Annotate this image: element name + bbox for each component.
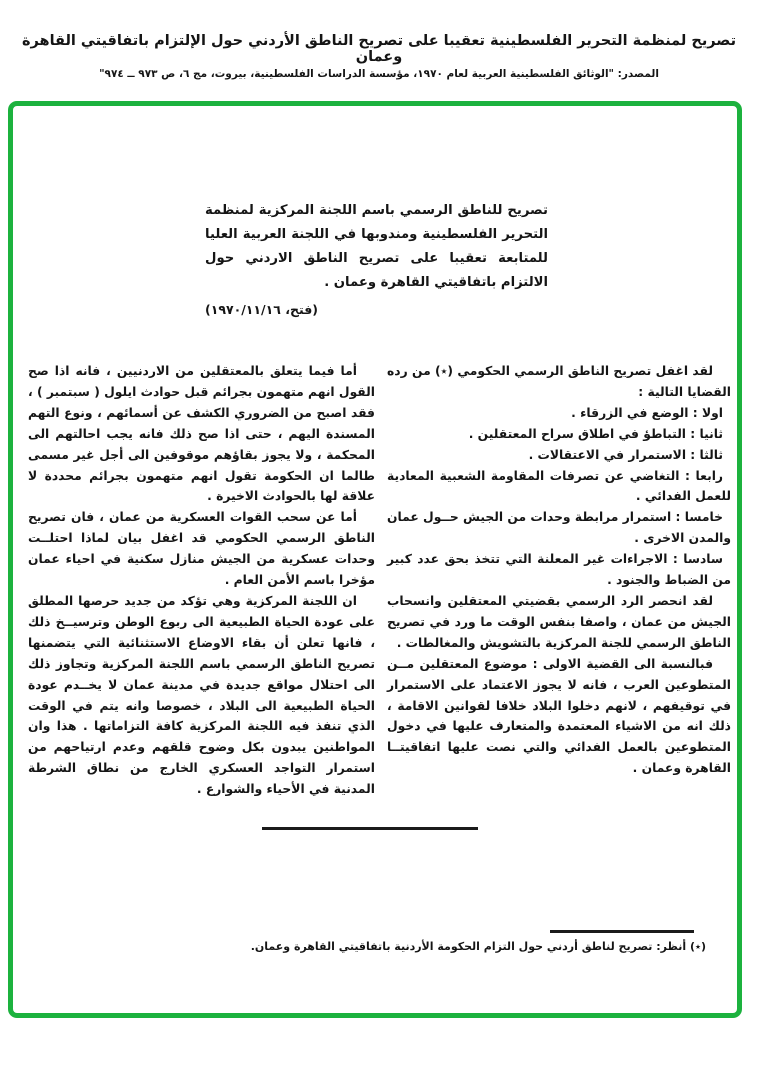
source-line: المصدر: "الوثائق الفلسطينية العربية لعام ١٩٧٠، مؤسسة الدراسات الفلسطينية، بيروت، مج ٦، ص ٩٧٣ ــ ٩٧٤"	[99, 68, 659, 80]
list-item-first: اولا : الوضع في الزرقاء .	[571, 405, 723, 420]
list-item-third: ثالثا : الاستمرار في الاعتقالات .	[528, 447, 723, 462]
paragraph: فبالنسبة الى القضية الاولى : موضوع المعتقلين مــن المتطوعين العرب ، فانه لا يجوز الاعتماد على الاستمرار في توقيفهم ، لانهم دخلوا البلاد خلافا لقوانين الاقامة ، ذلك انه من الاشياء المعتمدة والمتعارف عليها في دخول المتطوعين بالعمل الفدائي والتي نصت عليها اتفاقيتــا القاهرة وعمان .	[387, 656, 731, 776]
list-item-fourth: رابعا : التغاضي عن تصرفات المقاومة الشعبية المعادية للعمل الفدائي .	[387, 468, 731, 504]
statement-heading: تصريح للناطق الرسمي باسم اللجنة المركزية لمنظمة التحرير الفلسطينية ومندوبها في اللجنة العربية العليا للمتابعة تعقيبا على تصريح الناطق الاردني حول الالتزام باتفاقيتي القاهرة وعمان .	[205, 203, 548, 290]
list-item-fifth: خامسا : استمرار مرابطة وحدات من الجيش حــول عمان والمدن الاخرى .	[387, 510, 731, 546]
dateline: (فتح، ١٩٧٠/١١/١٦)	[205, 302, 318, 317]
paragraph: أما فيما يتعلق بالمعتقلين من الاردنيين ، فانه اذا صح القول انهم متهمون بجرائم قبل حوادث ايلول ( سبتمبر ) ، فقد اصبح من الضروري الكشف عن أسمائهم ، ونوع التهم المسندة اليهم ، حتى اذا صح ذلك فانه يجب احالتهم الى المحكمة ، ولا يجوز بقاؤهم موقوفين الى أجل غير مسمى طالما ان الحكومة تقول انهم متهمون بجرائم محددة لا علاقة لها بالحوادث الاخيرة .	[28, 364, 375, 504]
column-left	[28, 361, 375, 800]
list-item-sixth: سادسا : الاجراءات غير المعلنة التي تتخذ بحق عدد كبير من الضباط والجنود .	[387, 552, 731, 588]
column-right	[387, 361, 731, 779]
paragraph: ان اللجنة المركزية وهي تؤكد من جديد حرصها المطلق على عودة الحياة الطبيعية الى ربوع الوطن وترسيــخ ذلك ، فانها تعلن أن بقاء الاوضاع الاستثنائية التي يتضمنها تصريح الناطق الرسمي باسم اللجنة المركزية وتجاوز ذلك الى احتلال مواقع جديدة في مدينة عمان لا يخــدم عودة الحياة الطبيعية الى البلاد ، خصوصا وانه يتم في الوقت الذي تنفذ فيه اللجنة المركزية كافة التزاماتها . هذا وان المواطنين يبدون بكل وضوح قلقهم وعدم ارتياحهم من استمرار التواجد العسكري الخارج من نطاق الشرطة المدنية في الأحياء والشوارع .	[28, 593, 375, 797]
page-title: تصريح لمنظمة التحرير الفلسطينية تعقيبا على تصريح الناطق الأردني حول الإلتزام باتفاقيتي القاهرة وعمان	[21, 33, 737, 65]
list-item-second: ثانيا : التباطؤ في اطلاق سراح المعتقلين .	[468, 426, 723, 441]
intro-paragraph: لقد اغفل تصريح الناطق الرسمي الحكومي (٭) من رده القضايا التالية :	[387, 364, 731, 399]
section-divider	[262, 827, 478, 830]
paragraph: أما عن سحب القوات العسكرية من عمان ، فان تصريح الناطق الرسمي الحكومي قد اغفل بيان لماذا احتلــت وحدات عسكرية من الجيش منازل سكنية في احياء عمان مؤخرا باسم الأمن العام .	[28, 510, 375, 588]
footnote: (٭) أنظر: تصريح لناطق أردني حول التزام الحكومة الأردنية باتفاقيتي القاهرة وعمان.	[250, 940, 706, 953]
document-frame	[8, 101, 742, 1018]
footnote-divider	[550, 930, 694, 933]
paragraph: لقد انحصر الرد الرسمي بقضيتي المعتقلين وانسحاب الجيش من عمان ، واصفا بنفس الوقت ما ورد في تصريح الناطق الرسمي للجنة المركزية بالتشويش والمغالطات .	[387, 593, 731, 650]
